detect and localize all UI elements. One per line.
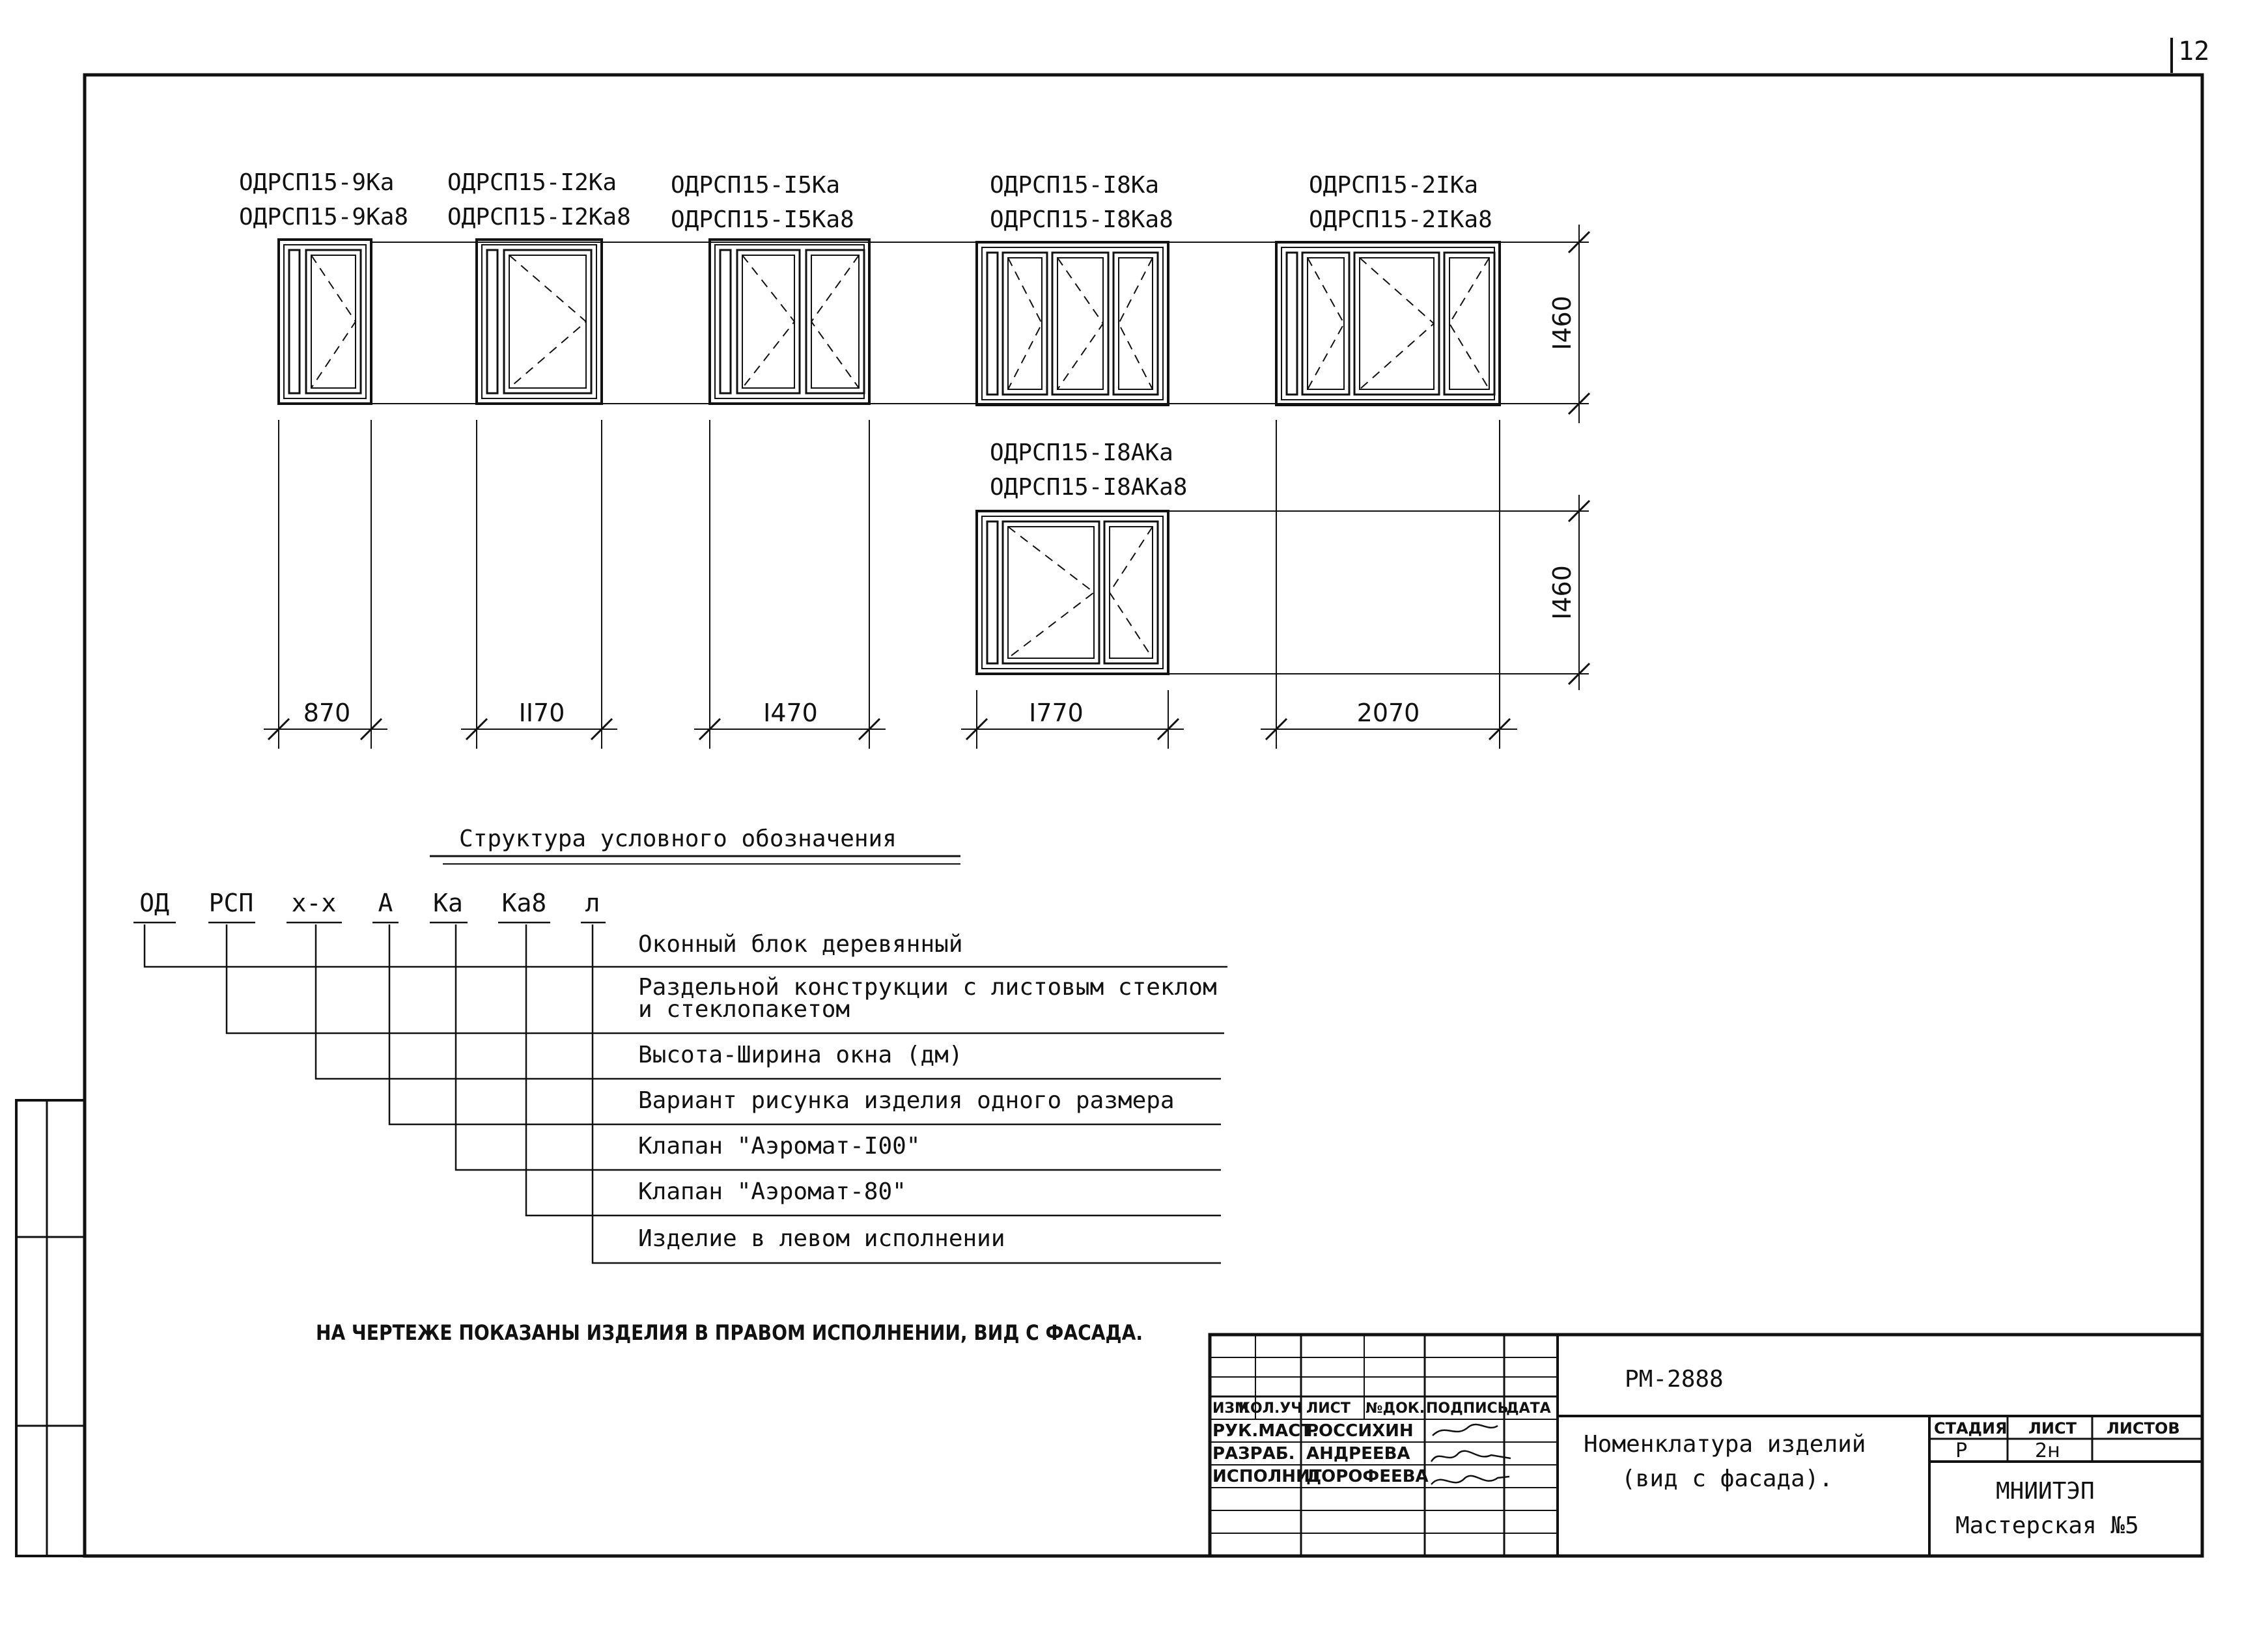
sheets-header: ЛИСТОВ xyxy=(2107,1419,2180,1438)
window-1770-variant-a xyxy=(977,511,1168,674)
name-3: ДОРОФЕЕВА xyxy=(1306,1467,1429,1486)
code-rsp: РСП xyxy=(208,889,254,917)
windows-row xyxy=(279,240,1500,674)
role-1: РУК.МАСТ. xyxy=(1212,1421,1319,1441)
desc-l: Изделие в левом исполнении xyxy=(638,1225,1005,1252)
extension-lines xyxy=(279,242,1589,749)
width-dimension-values xyxy=(303,699,1420,727)
window-1170 xyxy=(477,240,602,404)
width-1170: II70 xyxy=(518,699,565,727)
window-1470 xyxy=(710,240,869,404)
structure-title: Структура условного обозначения xyxy=(459,826,897,852)
stage-value: Р xyxy=(1955,1439,1968,1462)
code-ka8: Ка8 xyxy=(501,889,547,917)
width-dimensions xyxy=(264,719,1517,740)
doc-title-2: (вид с фасада). xyxy=(1621,1465,1834,1492)
sheet-header: ЛИСТ xyxy=(2028,1419,2077,1438)
window-1170-label-1: ОДРСП15-I2Ка xyxy=(447,169,617,196)
window-1770-label-1: ОДРСП15-I8Ка xyxy=(990,172,1160,199)
window-2070-label-1: ОДРСП15-2IКа xyxy=(1309,172,1479,199)
title-block-text xyxy=(1212,1366,2180,1539)
code-hw: х-х xyxy=(291,889,337,917)
drawing-note: НА ЧЕРТЕЖЕ ПОКАЗАНЫ ИЗДЕЛИЯ В ПРАВОМ ИСПОЛНЕНИИ, ВИД С ФАСАДА. xyxy=(316,1320,1143,1345)
header-kol-uch: КОЛ.УЧ xyxy=(1239,1400,1303,1417)
window-1770a-label-1: ОДРСП15-I8АКа xyxy=(990,439,1173,466)
signature-andreeva xyxy=(1431,1451,1511,1462)
window-labels xyxy=(239,169,1492,501)
role-2: РАЗРАБ. xyxy=(1212,1444,1295,1464)
name-2: АНДРЕЕВА xyxy=(1306,1444,1410,1464)
header-izm: ИЗМ xyxy=(1212,1400,1249,1417)
header-podpis: ПОДПИСЬ xyxy=(1426,1400,1509,1417)
code-od: ОД xyxy=(139,889,169,917)
desc-od: Оконный блок деревянный xyxy=(638,931,963,958)
window-1170-label-2: ОДРСП15-I2Ка8 xyxy=(447,204,631,230)
width-1470: I470 xyxy=(763,699,818,727)
code-a: А xyxy=(378,889,393,917)
desc-ka8: Клапан "Аэромат-80" xyxy=(638,1178,906,1205)
window-1470-label-2: ОДРСП15-I5Ка8 xyxy=(671,206,854,233)
page-number: 12 xyxy=(2178,36,2210,66)
window-1770 xyxy=(977,242,1168,405)
window-2070-label-2: ОДРСП15-2IКа8 xyxy=(1309,206,1492,233)
window-870-label-1: ОДРСП15-9Ка xyxy=(239,169,395,196)
width-2070: 2070 xyxy=(1356,699,1420,727)
width-870: 870 xyxy=(303,699,351,727)
workshop-name: Мастерская №5 xyxy=(1955,1512,2139,1539)
desc-rsp-1: Раздельной конструкции с листовым стеклом xyxy=(638,974,1217,1001)
desc-ka: Клапан "Аэромат-I00" xyxy=(638,1133,921,1160)
signature-dorofeeva xyxy=(1431,1476,1509,1484)
header-data: ДАТА xyxy=(1506,1400,1551,1417)
signature-rossikhin xyxy=(1433,1424,1498,1436)
code-l: л xyxy=(585,889,600,917)
window-2070 xyxy=(1276,242,1500,405)
code-ka: Ка xyxy=(433,889,463,917)
header-list: ЛИСТ xyxy=(1306,1400,1351,1417)
height-bottom: I460 xyxy=(1548,565,1576,620)
org-name: МНИИТЭП xyxy=(1996,1478,2095,1505)
height-top: I460 xyxy=(1548,296,1576,350)
width-1770: I770 xyxy=(1029,699,1084,727)
window-870 xyxy=(279,240,371,404)
header-ndok: №ДОК. xyxy=(1365,1400,1425,1417)
desc-hw: Высота-Ширина окна (дм) xyxy=(638,1042,963,1068)
name-1: РОССИХИН xyxy=(1306,1421,1414,1441)
window-1470-label-1: ОДРСП15-I5Ка xyxy=(671,172,841,199)
stage-header: СТАДИЯ xyxy=(1934,1419,2008,1438)
doc-title-1: Номенклатура изделий xyxy=(1584,1431,1866,1458)
desc-a: Вариант рисунка изделия одного размера xyxy=(638,1087,1175,1114)
designation-structure xyxy=(133,826,1227,1263)
sheet-value: 2н xyxy=(2035,1439,2060,1462)
doc-code: РМ-2888 xyxy=(1625,1366,1724,1393)
window-1770a-label-2: ОДРСП15-I8АКа8 xyxy=(990,474,1188,501)
window-1770-label-2: ОДРСП15-I8Ка8 xyxy=(990,206,1173,233)
window-870-label-2: ОДРСП15-9Ка8 xyxy=(239,204,409,230)
role-3: ИСПОЛНИТ xyxy=(1212,1467,1322,1486)
desc-rsp-2: и стеклопакетом xyxy=(638,996,850,1023)
